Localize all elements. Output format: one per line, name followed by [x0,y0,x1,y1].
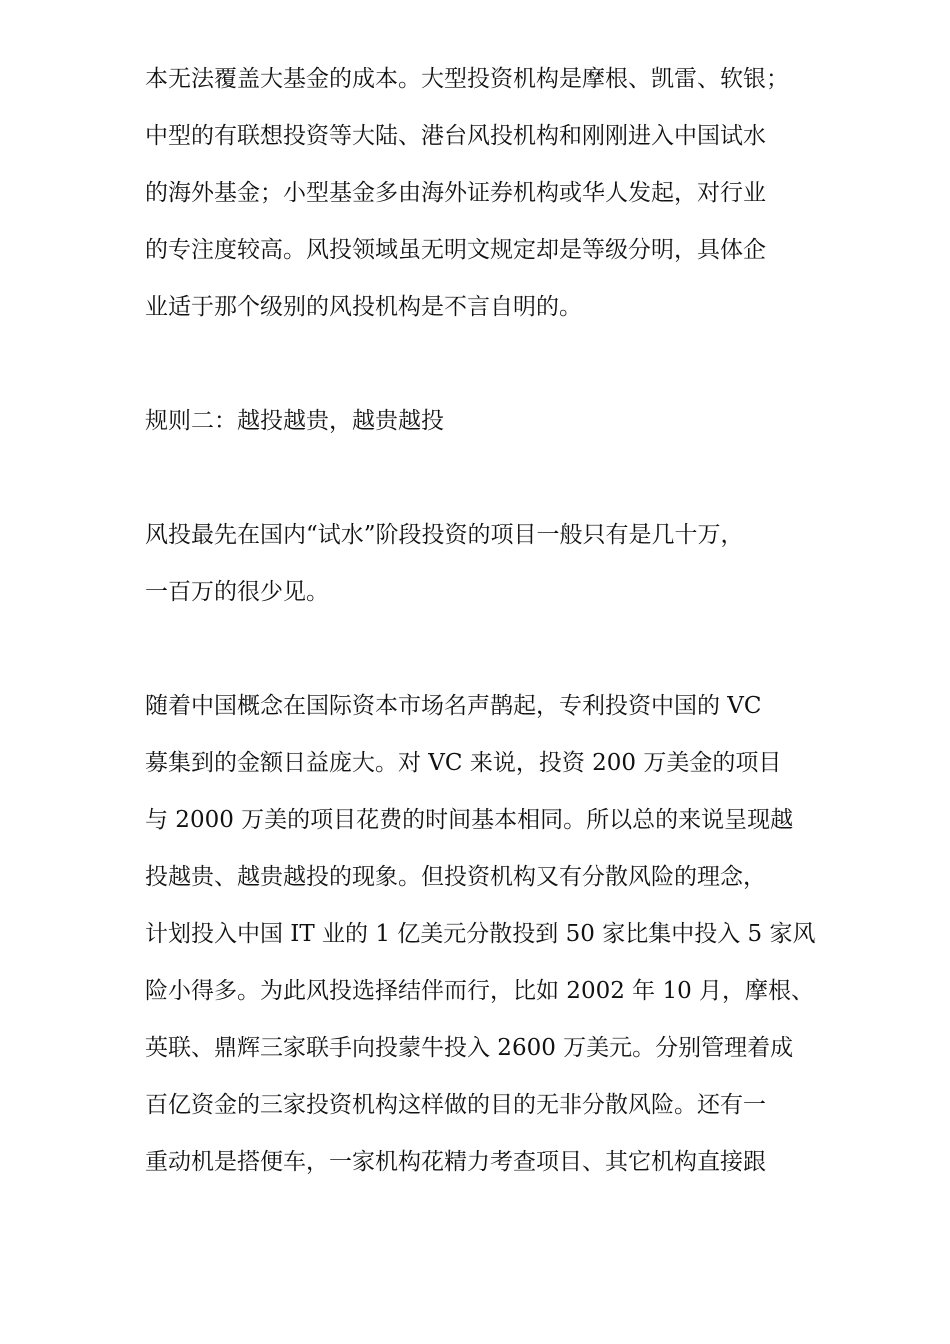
paragraph-3-line-2: 一百万的很少见。 [145,579,329,605]
paragraph-1-line-1: 本无法覆盖大基金的成本。大型投资机构是摩根、凯雷、软银； [145,66,789,92]
paragraph-4-line-8: 百亿资金的三家投资机构这样做的目的无非分散风险。还有一 [145,1092,766,1118]
paragraph-1-line-3: 的海外基金；小型基金多由海外证券机构或华人发起，对行业 [145,180,766,206]
paragraph-4-line-4: 投越贵、越贵越投的现象。但投资机构又有分散风险的理念， [145,864,766,890]
paragraph-4-line-6: 险小得多。为此风投选择结伴而行，比如 2002 年 10 月，摩根、 [145,978,815,1004]
paragraph-4-line-3: 与 2000 万美的项目花费的时间基本相同。所以总的来说呈现越 [145,807,794,833]
section-heading: 规则二：越投越贵，越贵越投 [145,408,444,434]
paragraph-4-line-7: 英联、鼎辉三家联手向投蒙牛投入 2600 万美元。分别管理着成 [145,1035,794,1061]
paragraph-3-line-1: 风投最先在国内“试水”阶段投资的项目一般只有是几十万， [145,522,744,548]
paragraph-1-line-2: 中型的有联想投资等大陆、港台风投机构和刚刚进入中国试水 [145,123,766,149]
paragraph-1-line-4: 的专注度较高。风投领域虽无明文规定却是等级分明，具体企 [145,237,766,263]
paragraph-4-line-9: 重动机是搭便车，一家机构花精力考查项目、其它机构直接跟 [145,1149,766,1175]
paragraph-4-line-2: 募集到的金额日益庞大。对 VC 来说，投资 200 万美金的项目 [145,750,782,776]
paragraph-4-line-5: 计划投入中国 IT 业的 1 亿美元分散投到 50 家比集中投入 5 家风 [145,921,816,947]
paragraph-4-line-1: 随着中国概念在国际资本市场名声鹊起，专利投资中国的 VC [145,693,762,719]
paragraph-1-line-5: 业适于那个级别的风投机构是不言自明的。 [145,294,582,320]
